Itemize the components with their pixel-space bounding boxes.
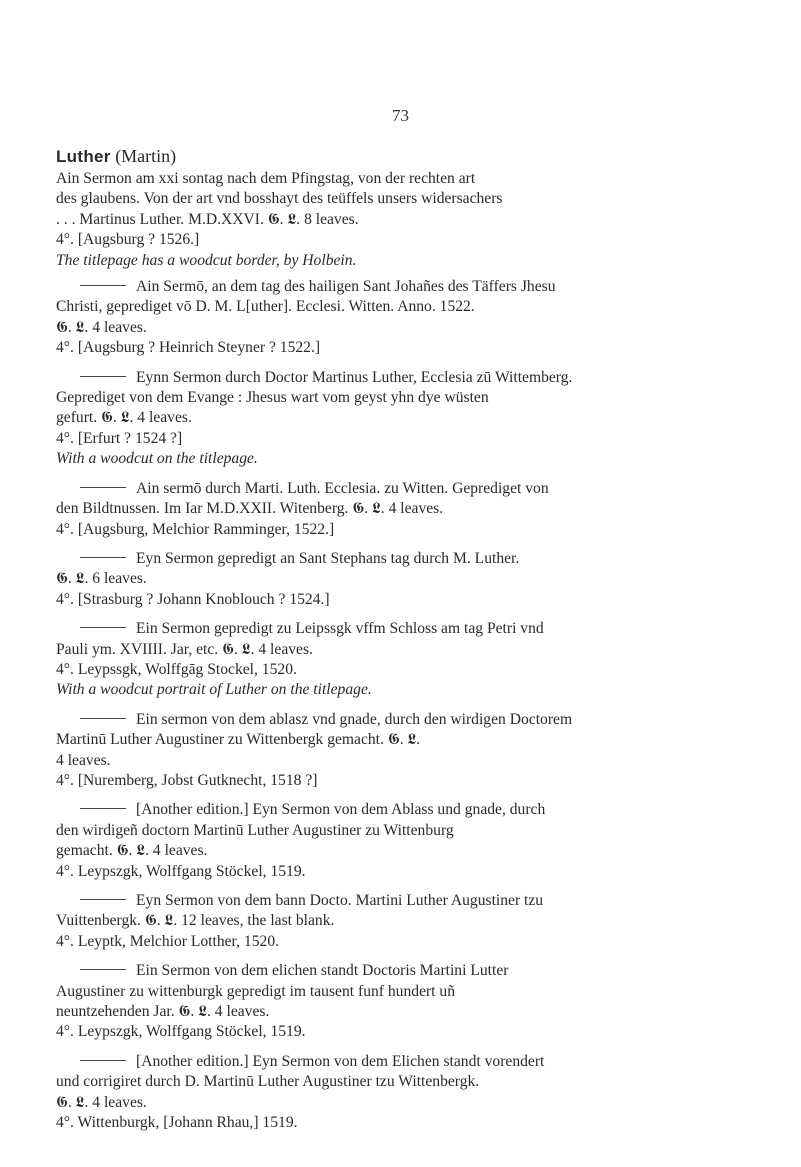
ditto-rule bbox=[80, 487, 126, 488]
ditto-rule bbox=[80, 557, 126, 558]
entry-note: The titlepage has a woodcut border, by Holbein. bbox=[56, 251, 357, 269]
entry-title-line bbox=[56, 982, 756, 1002]
catalogue-entry bbox=[56, 619, 756, 701]
entry-title-line bbox=[56, 297, 756, 317]
catalogue-entry bbox=[56, 800, 756, 882]
entry-imprint: 4°. Leypszgk, Wolffgang Stöckel, 1519. bbox=[56, 862, 306, 880]
catalogue-entry bbox=[56, 710, 756, 792]
entry-title-text: Ein sermon von dem ablasz vnd gnade, durch den wirdigen Doctorem bbox=[136, 710, 573, 728]
catalogue-entry bbox=[56, 1052, 756, 1134]
entry-title-line bbox=[56, 277, 756, 297]
catalogue-entry bbox=[56, 169, 756, 271]
ditto-rule bbox=[80, 627, 126, 628]
entry-title-text: 𝕲. 𝕷. 6 leaves. bbox=[56, 570, 147, 588]
entry-note: With a woodcut portrait of Luther on the titlepage. bbox=[56, 681, 372, 699]
entry-title-text: Augustiner zu wittenburgk gepredigt im tausent funf hundert uñ bbox=[56, 982, 456, 1000]
entry-title-line bbox=[56, 368, 756, 388]
entry-title-text: neuntzehenden Jar. 𝕲. 𝕷. 4 leaves. bbox=[56, 1003, 270, 1021]
entry-title-line bbox=[56, 821, 756, 841]
entry-title-line bbox=[56, 210, 756, 230]
entry-imprint: 4°. [Erfurt ? 1524 ?] bbox=[56, 429, 183, 447]
author-surname: Luther bbox=[56, 147, 111, 166]
entry-title-text: Ain Sermon am xxi sontag nach dem Pfingstag, von der rechten art bbox=[56, 170, 476, 187]
entry-title-line bbox=[56, 751, 756, 771]
entry-title-text: den Bildtnussen. Im Iar M.D.XXII. Witenberg. 𝕲. 𝕷. 4 leaves. bbox=[56, 500, 444, 518]
entry-title-line bbox=[56, 619, 756, 639]
entry-title-line bbox=[56, 1072, 756, 1092]
catalogue-entry bbox=[56, 891, 756, 952]
entry-title-text: Ein Sermon von dem elichen standt Doctoris Martini Lutter bbox=[136, 962, 509, 980]
entry-title-line bbox=[56, 640, 756, 660]
entry-title-text: . . . Martinus Luther. M.D.XXVI. 𝕲. 𝕷. 8 leaves. bbox=[56, 210, 359, 228]
page-number: 73 bbox=[392, 106, 409, 125]
ditto-rule bbox=[80, 969, 126, 970]
ditto-rule bbox=[80, 1060, 126, 1061]
entry-title-text: Eyn Sermon gepredigt an Sant Stephans tag durch M. Luther. bbox=[136, 549, 520, 567]
entry-title-text: und corrigiret durch D. Martinū Luther Augustiner tzu Wittenbergk. bbox=[56, 1073, 480, 1091]
ditto-rule bbox=[80, 808, 126, 809]
entry-title-text: [Another edition.] Eyn Sermon von dem Ablass und gnade, durch bbox=[136, 801, 546, 819]
entry-imprint: 4°. Leypszgk, Wolffgang Stöckel, 1519. bbox=[56, 1023, 306, 1041]
entry-title-line bbox=[56, 1002, 756, 1022]
catalogue-column bbox=[56, 145, 756, 1133]
entry-title-line bbox=[56, 730, 756, 750]
entry-title-text: [Another edition.] Eyn Sermon von dem Elichen standt vorendert bbox=[136, 1052, 545, 1070]
entry-title-text: Eynn Sermon durch Doctor Martinus Luther, Ecclesia zū Wittemberg. bbox=[136, 368, 573, 386]
entry-title-line bbox=[56, 479, 756, 499]
entry-title-line bbox=[56, 1093, 756, 1113]
catalogue-entry bbox=[56, 277, 756, 359]
entry-title-line bbox=[56, 569, 756, 589]
entry-title-line bbox=[56, 841, 756, 861]
entry-title-line bbox=[56, 549, 756, 569]
entry-title-line bbox=[56, 408, 756, 428]
entry-title-line bbox=[56, 388, 756, 408]
entry-title-text: 𝕲. 𝕷. 4 leaves. bbox=[56, 318, 147, 336]
entry-title-line bbox=[56, 800, 756, 820]
entry-imprint: 4°. Leyptk, Melchior Lotther, 1520. bbox=[56, 932, 280, 950]
catalogue-entry bbox=[56, 549, 756, 610]
entry-title-text: Ein Sermon gepredigt zu Leipssgk vffm Schloss am tag Petri vnd bbox=[136, 620, 544, 638]
entry-imprint: 4°. Leypssgk, Wolffgāg Stockel, 1520. bbox=[56, 660, 297, 678]
entry-imprint: 4°. Wittenburgk, [Johann Rhau,] 1519. bbox=[56, 1114, 298, 1132]
entry-imprint: 4°. [Augsburg ? 1526.] bbox=[56, 231, 200, 249]
entry-title-line bbox=[56, 961, 756, 981]
entry-title-text: Christi, geprediget vō D. M. L[uther]. Ecclesi. Witten. Anno. 1522. bbox=[56, 298, 475, 316]
entry-title-line bbox=[56, 911, 756, 931]
entry-title-line bbox=[56, 318, 756, 338]
entry-title-text: den wirdigeñ doctorn Martinū Luther Augustiner zu Wittenburg bbox=[56, 821, 454, 839]
entry-imprint: 4°. [Augsburg ? Heinrich Steyner ? 1522.] bbox=[56, 339, 321, 357]
entry-title-text: Ain Sermō, an dem tag des hailigen Sant Johañes des Täffers Jhesu bbox=[136, 278, 556, 296]
entry-note: With a woodcut on the titlepage. bbox=[56, 450, 258, 468]
entry-title-text: gemacht. 𝕲. 𝕷. 4 leaves. bbox=[56, 842, 208, 860]
entry-title-text: Ain sermō durch Marti. Luth. Ecclesia. zu Witten. Geprediget von bbox=[136, 479, 549, 497]
entry-title-text: 4 leaves. bbox=[56, 751, 111, 769]
ditto-rule bbox=[80, 376, 126, 377]
entry-imprint: 4°. [Nuremberg, Jobst Gutknecht, 1518 ?] bbox=[56, 771, 318, 789]
catalogue-entry bbox=[56, 479, 756, 540]
ditto-rule bbox=[80, 285, 126, 286]
author-forename: (Martin) bbox=[110, 146, 177, 166]
entry-title-text: Vuittenbergk. 𝕲. 𝕷. 12 leaves, the last blank. bbox=[56, 912, 335, 930]
entry-title-text: Martinū Luther Augustiner zu Wittenbergk gemacht. 𝕲. 𝕷. bbox=[56, 731, 421, 749]
entry-title-text: Pauli ym. XVIIII. Jar, etc. 𝕲. 𝕷. 4 leaves. bbox=[56, 640, 313, 658]
ditto-rule bbox=[80, 899, 126, 900]
entry-title-text: Geprediget von dem Evange : Jhesus wart vom geyst yhn dye wüsten bbox=[56, 389, 489, 407]
entry-title-text: des glaubens. Von der art vnd bosshayt des teüffels unsers widersachers bbox=[56, 190, 503, 208]
ditto-rule bbox=[80, 718, 126, 719]
entry-title-line bbox=[56, 1052, 756, 1072]
entry-title-line bbox=[56, 189, 756, 209]
entry-title-line bbox=[56, 710, 756, 730]
entry-list bbox=[56, 169, 756, 1133]
entry-title-line bbox=[56, 499, 756, 519]
entry-imprint: 4°. [Augsburg, Melchior Ramminger, 1522.] bbox=[56, 520, 335, 538]
entry-title-line bbox=[56, 169, 756, 189]
entry-title-text: Eyn Sermon von dem bann Docto. Martini Luther Augustiner tzu bbox=[136, 892, 544, 909]
catalogue-entry bbox=[56, 961, 756, 1043]
catalogue-entry bbox=[56, 368, 756, 470]
entry-title-text: 𝕲. 𝕷. 4 leaves. bbox=[56, 1093, 147, 1111]
entry-title-text: gefurt. 𝕲. 𝕷. 4 leaves. bbox=[56, 409, 192, 427]
author-heading bbox=[56, 145, 756, 168]
entry-title-line bbox=[56, 891, 756, 911]
entry-imprint: 4°. [Strasburg ? Johann Knoblouch ? 1524.] bbox=[56, 590, 330, 608]
